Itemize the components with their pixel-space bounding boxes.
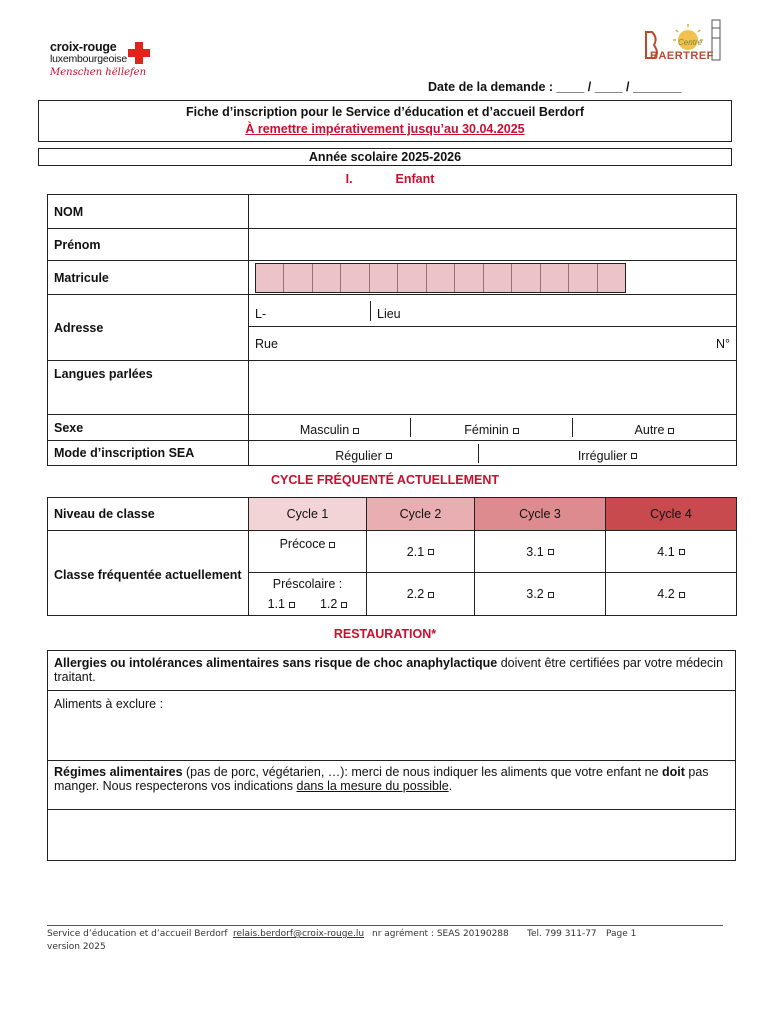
cycle4-2-label: 4.2 xyxy=(657,587,675,601)
footer-divider xyxy=(47,925,723,926)
cycle4-header: Cycle 4 xyxy=(606,498,737,531)
allergies-box xyxy=(47,650,736,761)
mode-label: Mode d’inscription SEA xyxy=(48,441,249,466)
logo-tagline: Menschen hëllefen xyxy=(50,67,147,78)
cycle2-1-label: 2.1 xyxy=(406,544,425,559)
prenom-label: Prénom xyxy=(48,229,249,261)
langues-field[interactable] xyxy=(249,361,737,415)
sexe-feminin-label: Féminin xyxy=(464,423,509,437)
precoce-label: Précoce xyxy=(279,537,326,551)
cycle1-header: Cycle 1 xyxy=(249,498,367,531)
mode-irregulier-label: Irrégulier xyxy=(577,448,628,463)
prenom-field[interactable] xyxy=(249,229,737,261)
matricule-digit[interactable] xyxy=(455,264,483,292)
sexe-masculin-label: Masculin xyxy=(299,423,350,437)
matricule-digit[interactable] xyxy=(341,264,369,292)
niveau-label: Niveau de classe xyxy=(48,498,249,531)
sexe-options xyxy=(249,415,737,441)
langues-label: Langues parlées xyxy=(48,361,249,415)
nom-field[interactable] xyxy=(249,195,737,229)
section-title: Enfant xyxy=(395,172,435,186)
matricule-digit-boxes xyxy=(255,263,626,293)
postal-field[interactable] xyxy=(249,301,371,321)
sexe-masculin-option[interactable] xyxy=(249,418,411,437)
prescolaire-options xyxy=(251,597,364,611)
form-title: Fiche d’inscription pour le Service d’éducation et d’accueil Berdorf xyxy=(185,105,584,119)
checkbox-icon[interactable] xyxy=(341,602,347,608)
matricule-digit[interactable] xyxy=(427,264,455,292)
adresse-label: Adresse xyxy=(48,295,249,361)
matricule-digit[interactable] xyxy=(398,264,426,292)
cycle2-1-option[interactable] xyxy=(367,531,475,573)
checkbox-icon[interactable] xyxy=(631,453,637,459)
footer-agrement: nr agrément : SEAS 20190288 xyxy=(372,929,509,939)
logo-line2: luxembourgeoise xyxy=(50,53,127,65)
regimes-box xyxy=(47,760,736,861)
prescolaire-label: Préscolaire : xyxy=(272,577,343,591)
sun-tower-icon xyxy=(640,18,730,78)
checkbox-icon[interactable] xyxy=(386,453,392,459)
child-info-table xyxy=(47,194,737,466)
baertref-logo xyxy=(640,18,730,78)
prescolaire-cell xyxy=(249,573,367,616)
checkbox-icon[interactable] xyxy=(289,602,295,608)
precoce-option[interactable] xyxy=(249,531,367,573)
checkbox-icon[interactable] xyxy=(679,592,685,598)
matricule-digit[interactable] xyxy=(569,264,597,292)
matricule-digit[interactable] xyxy=(598,264,625,292)
checkbox-icon[interactable] xyxy=(548,549,554,555)
postal-label: L- xyxy=(255,306,267,321)
footer-tel: Tel. 799 311-77 xyxy=(527,929,597,939)
sexe-autre-label: Autre xyxy=(634,423,665,437)
sexe-autre-option[interactable] xyxy=(573,418,736,437)
title-box xyxy=(38,100,732,142)
deadline-notice: À remettre impérativement jusqu’au 30.04.2025 xyxy=(245,122,525,136)
cycle-table xyxy=(47,497,737,616)
regimes-text2: pas manger. Nous respecterons vos indications xyxy=(54,765,709,793)
cycle4-1-label: 4.1 xyxy=(657,544,675,559)
allergies-notice xyxy=(48,651,735,684)
prescolaire-1-2-label: 1.2 xyxy=(319,597,338,611)
numero-label: N° xyxy=(715,336,730,351)
footer-email-link[interactable]: relais.berdorf@croix-rouge.lu xyxy=(233,929,365,939)
cycle3-1-label: 3.1 xyxy=(526,544,544,559)
sexe-label: Sexe xyxy=(48,415,249,441)
cycle2-header: Cycle 2 xyxy=(367,498,475,531)
aliments-exclure-field[interactable] xyxy=(48,690,735,760)
checkbox-icon[interactable] xyxy=(428,592,434,598)
mode-irregulier-option[interactable] xyxy=(479,444,736,463)
sexe-feminin-option[interactable] xyxy=(411,418,573,437)
red-cross-icon xyxy=(128,42,150,64)
matricule-digit[interactable] xyxy=(370,264,398,292)
checkbox-icon[interactable] xyxy=(428,549,434,555)
cycle-heading: CYCLE FRÉQUENTÉ ACTUELLEMENT xyxy=(270,473,499,487)
mode-regulier-label: Régulier xyxy=(335,448,382,463)
allergies-notice-text: doivent être certifiées par votre médecin traitant. xyxy=(54,656,724,684)
regimes-bold: Régimes alimentaires xyxy=(54,765,183,779)
checkbox-icon[interactable] xyxy=(329,542,335,548)
adresse-line1 xyxy=(249,295,737,327)
lieu-field[interactable] xyxy=(371,301,736,321)
checkbox-icon[interactable] xyxy=(353,428,359,434)
prescolaire-1-1-label: 1.1 xyxy=(267,597,286,611)
footer-service: Service d’éducation et d’accueil Berdorf xyxy=(47,929,228,939)
section-number: I. xyxy=(345,172,353,186)
matricule-digit[interactable] xyxy=(256,264,284,292)
cycle4-1-option[interactable] xyxy=(606,531,737,573)
rue-label: Rue xyxy=(255,336,278,351)
cycle3-header: Cycle 3 xyxy=(475,498,606,531)
cycle3-2-label: 3.2 xyxy=(526,587,544,601)
matricule-digit[interactable] xyxy=(512,264,540,292)
cycle2-2-option[interactable] xyxy=(367,573,475,616)
school-year: Année scolaire 2025-2026 xyxy=(38,148,732,166)
cycle3-1-option[interactable] xyxy=(475,531,606,573)
regimes-field[interactable] xyxy=(48,809,735,860)
request-date-line[interactable]: Date de la demande : ____ / ____ / _______ xyxy=(428,80,682,94)
logo-centre-text: Centre xyxy=(678,38,703,47)
matricule-digit[interactable] xyxy=(484,264,512,292)
matricule-digit[interactable] xyxy=(284,264,312,292)
nom-label: NOM xyxy=(48,195,249,229)
mode-regulier-option[interactable] xyxy=(249,444,479,463)
restauration-heading: RESTAURATION* xyxy=(333,627,437,641)
regimes-bold2: doit xyxy=(661,765,685,779)
regimes-text1: (pas de porc, végétarien, …): merci de nous indiquer les aliments que votre enfant ne xyxy=(182,765,662,779)
classe-label: Classe fréquentée actuellement xyxy=(48,531,249,616)
allergies-notice-bold: Allergies ou intolérances alimentaires sans risque de choc anaphylactique xyxy=(54,656,498,670)
matricule-digit[interactable] xyxy=(313,264,341,292)
rue-field[interactable] xyxy=(249,327,737,361)
matricule-cell xyxy=(249,261,737,295)
regimes-notice xyxy=(48,761,735,809)
logo-baertref-text: BAERTREF xyxy=(650,50,714,62)
matricule-label: Matricule xyxy=(48,261,249,295)
cycle3-2-option[interactable] xyxy=(475,573,606,616)
regimes-end: . xyxy=(448,779,453,793)
footer-version: version 2025 xyxy=(47,942,106,952)
checkbox-icon[interactable] xyxy=(668,428,674,434)
matricule-digit[interactable] xyxy=(541,264,569,292)
checkbox-icon[interactable] xyxy=(548,592,554,598)
checkbox-icon[interactable] xyxy=(679,549,685,555)
checkbox-icon[interactable] xyxy=(513,428,519,434)
cycle4-2-option[interactable] xyxy=(606,573,737,616)
cycle2-2-label: 2.2 xyxy=(406,587,425,601)
lieu-label: Lieu xyxy=(377,306,401,321)
logo-line1: croix-rouge xyxy=(50,40,117,54)
aliments-exclure-label: Aliments à exclure : xyxy=(54,697,164,711)
section-enfant-heading xyxy=(300,172,480,186)
mode-options xyxy=(249,441,737,466)
footer-page: Page 1 xyxy=(606,929,637,939)
croix-rouge-logo xyxy=(50,40,160,85)
regimes-underline: dans la mesure du possible xyxy=(296,779,449,793)
